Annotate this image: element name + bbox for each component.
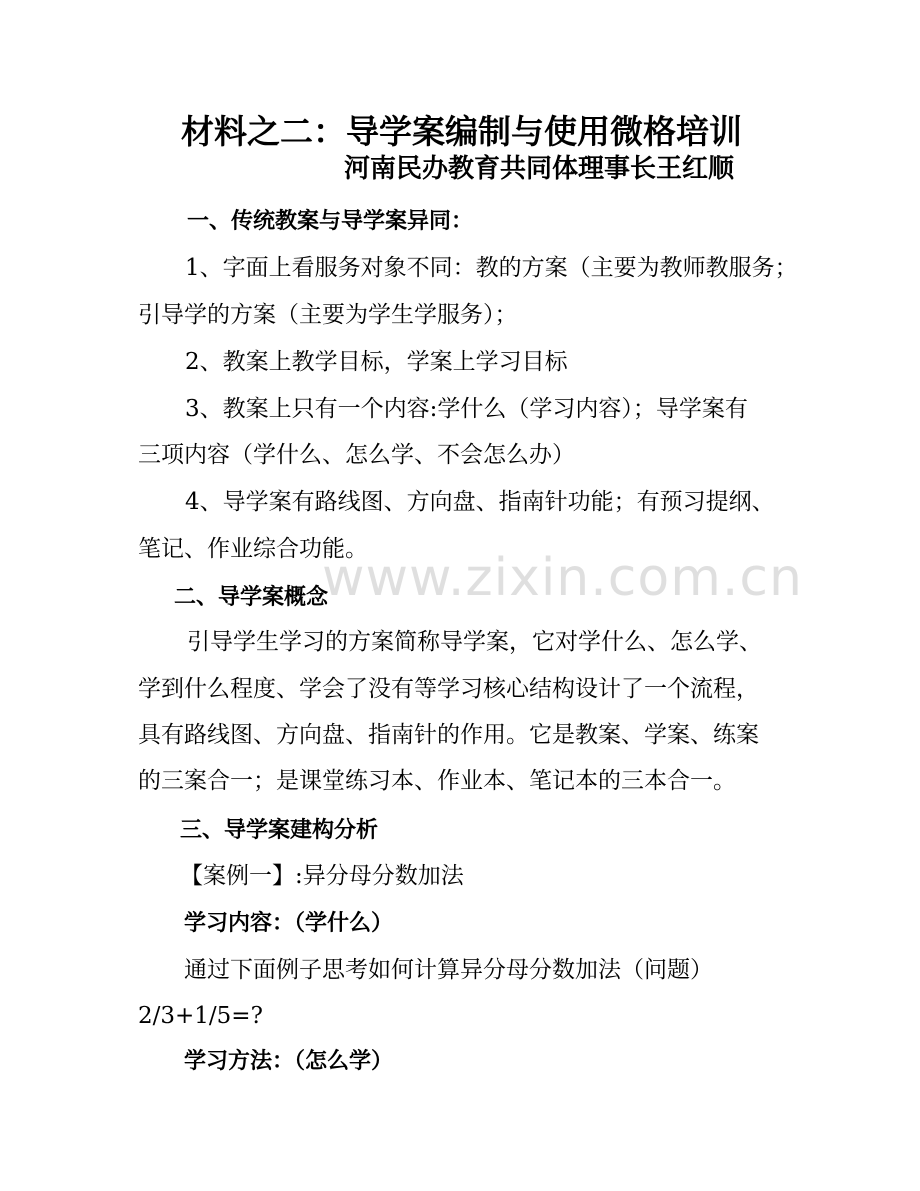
section3-heading: 三、导学案建构分析: [180, 817, 379, 843]
watermark: www.zixin.com.cn: [322, 548, 803, 608]
section1-paragraph1-line2: 引导学的方案（主要为学生学服务）；: [138, 302, 518, 328]
document-author: 河南民办教育共同体理事长王红顺: [344, 154, 735, 184]
section2-heading: 二、导学案概念: [174, 584, 329, 610]
formula: 2/3+1/5=?: [138, 1003, 263, 1029]
section2-paragraph-line1: 引导学生学习的方案简称导学案，它对学什么、怎么学、: [187, 629, 762, 655]
section1-paragraph1-line1: 1、字面上看服务对象不同：教的方案（主要为教师教服务；: [185, 255, 798, 281]
section1-paragraph2: 2、教案上教学目标，学案上学习目标: [185, 349, 568, 375]
learn-content-text: 通过下面例子思考如何计算异分母分数加法（问题）: [184, 957, 713, 983]
learn-method-heading: 学习方法：（怎么学）: [184, 1048, 394, 1074]
case-label: 【案例一】:异分母分数加法: [180, 863, 464, 889]
section1-paragraph4-line2: 笔记、作业综合功能。: [138, 536, 368, 562]
section1-paragraph4-line1: 4、导学案有路线图、方向盘、指南针功能；有预习提纲、: [185, 489, 775, 515]
section2-paragraph-line2: 学到什么程度、学会了没有等学习核心结构设计了一个流程，: [138, 676, 759, 702]
section1-paragraph3-line1: 3、教案上只有一个内容:学什么（学习内容）；导学案有: [185, 396, 748, 422]
section2-paragraph-line3: 具有路线图、方向盘、指南针的作用。它是教案、学案、练案: [138, 722, 759, 748]
section1-paragraph3-line2: 三项内容（学什么、怎么学、不会怎么办）: [138, 442, 575, 468]
section1-heading: 一、传统教案与导学案异同：: [187, 208, 474, 234]
document-title: 材料之二：导学案编制与使用微格培训: [181, 112, 742, 151]
learn-content-heading: 学习内容：（学什么）: [184, 910, 394, 936]
section2-paragraph-line4: 的三案合一；是课堂练习本、作业本、笔记本的三本合一。: [138, 768, 736, 794]
